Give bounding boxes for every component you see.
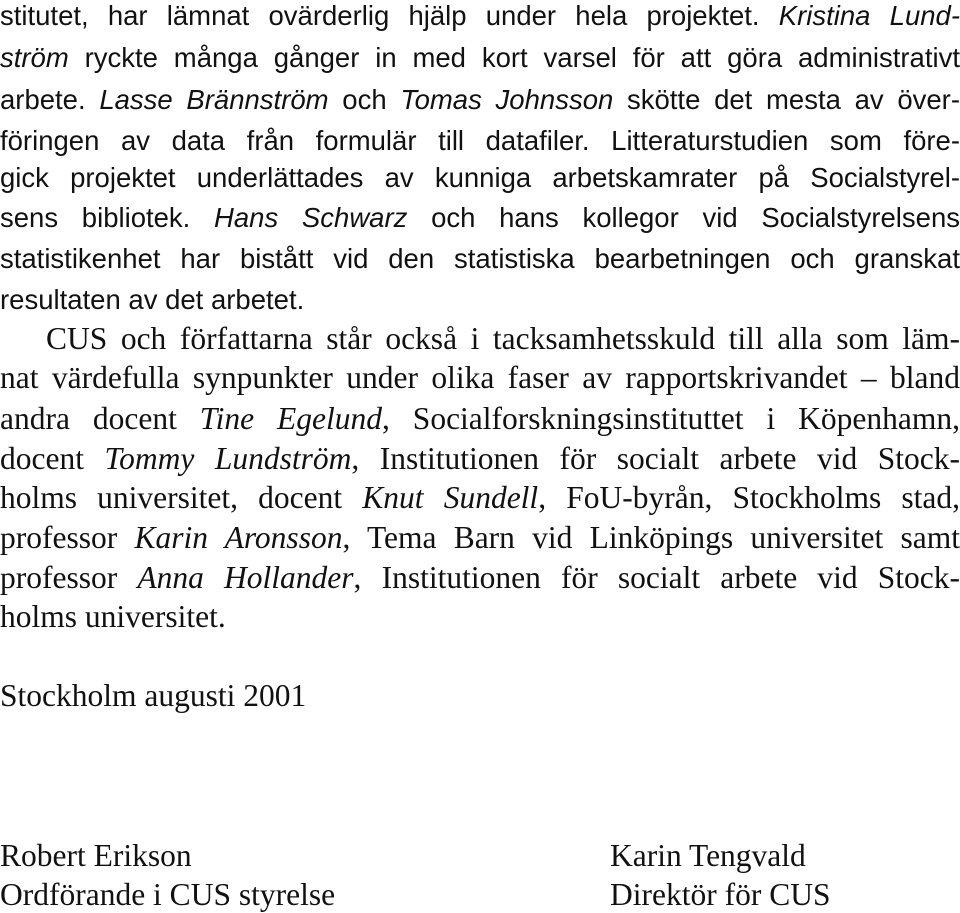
- person-name: Karin Aronsson: [134, 520, 343, 555]
- person-name: Tommy Lundström: [104, 441, 352, 476]
- paragraph-1-line-1: [0, 2, 960, 40]
- signatory-1-title: Ordförande i CUS styrelse: [0, 877, 336, 912]
- text: , Institutionen för socialt arbete vid Stock-: [353, 560, 960, 595]
- paragraph-2-line-5: [0, 482, 960, 522]
- paragraph-1-line-5: gick projektet underlättades av kunniga arbetskamrater på Socialstyrel-: [0, 162, 960, 193]
- text: arbete.: [0, 84, 100, 115]
- text: och hans kollegor vid Socialstyrelsens: [407, 202, 960, 233]
- text: professor: [0, 520, 135, 555]
- paragraph-2-line-1: CUS och författarna står också i tacksamhetsskuld till alla som läm-: [46, 321, 960, 356]
- person-name: Anna Hollander: [137, 560, 354, 595]
- text: , Institutionen för socialt arbete vid Stock-: [351, 441, 960, 476]
- text: , Tema Barn vid Linköpings universitet samt: [342, 520, 960, 555]
- text: skötte det mesta av över-: [613, 84, 960, 115]
- person-name: Hans Schwarz: [214, 202, 408, 233]
- person-name: Kristina Lund-: [778, 0, 960, 31]
- text: , Socialforskningsinstituttet i Köpenhamn,: [381, 401, 960, 436]
- text: , FoU-byrån, Stockholms stad,: [538, 480, 960, 515]
- paragraph-2-line-8: holms universitet.: [0, 599, 226, 634]
- paragraph-2-line-6: [0, 522, 960, 562]
- person-name: Tomas Johnsson: [400, 84, 614, 115]
- text: och: [328, 84, 401, 115]
- paragraph-2-line-3: [0, 403, 960, 443]
- signatory-2-title: Direktör för CUS: [610, 877, 831, 912]
- text: stitutet, har lämnat ovärderlig hjälp under hela projektet.: [0, 0, 779, 31]
- text: docent: [0, 441, 105, 476]
- text: professor: [0, 560, 138, 595]
- paragraph-1-line-2: [0, 44, 960, 82]
- paragraph-2-line-2: nat värdefulla synpunkter under olika faser av rapportskrivandet – bland: [0, 360, 960, 395]
- signatory-2-name: Karin Tengvald: [610, 838, 806, 873]
- text: sens bibliotek.: [0, 202, 215, 233]
- person-name: Lasse Brännström: [99, 84, 329, 115]
- person-name: Knut Sundell: [362, 480, 539, 515]
- place-date: Stockholm augusti 2001: [0, 678, 307, 713]
- text: andra docent: [0, 401, 200, 436]
- text: holms universitet, docent: [0, 480, 363, 515]
- paragraph-2-line-7: [0, 562, 960, 602]
- paragraph-1-line-7: statistikenhet har bistått vid den statistiska bearbetningen och granskat: [0, 243, 960, 274]
- paragraph-2-line-4: [0, 443, 960, 483]
- person-name: Tine Egelund: [199, 401, 382, 436]
- signatory-1-name: Robert Erikson: [0, 838, 192, 873]
- paragraph-1-line-3: [0, 86, 960, 124]
- paragraph-1-line-4: föringen av data från formulär till datafiler. Litteraturstudien som före-: [0, 125, 960, 156]
- person-name: ström: [0, 42, 69, 73]
- text: ryckte många gånger in med kort varsel för att göra administrativt: [68, 42, 960, 73]
- paragraph-1-line-8: resultaten av det arbetet.: [0, 284, 305, 315]
- paragraph-1-line-6: [0, 204, 960, 242]
